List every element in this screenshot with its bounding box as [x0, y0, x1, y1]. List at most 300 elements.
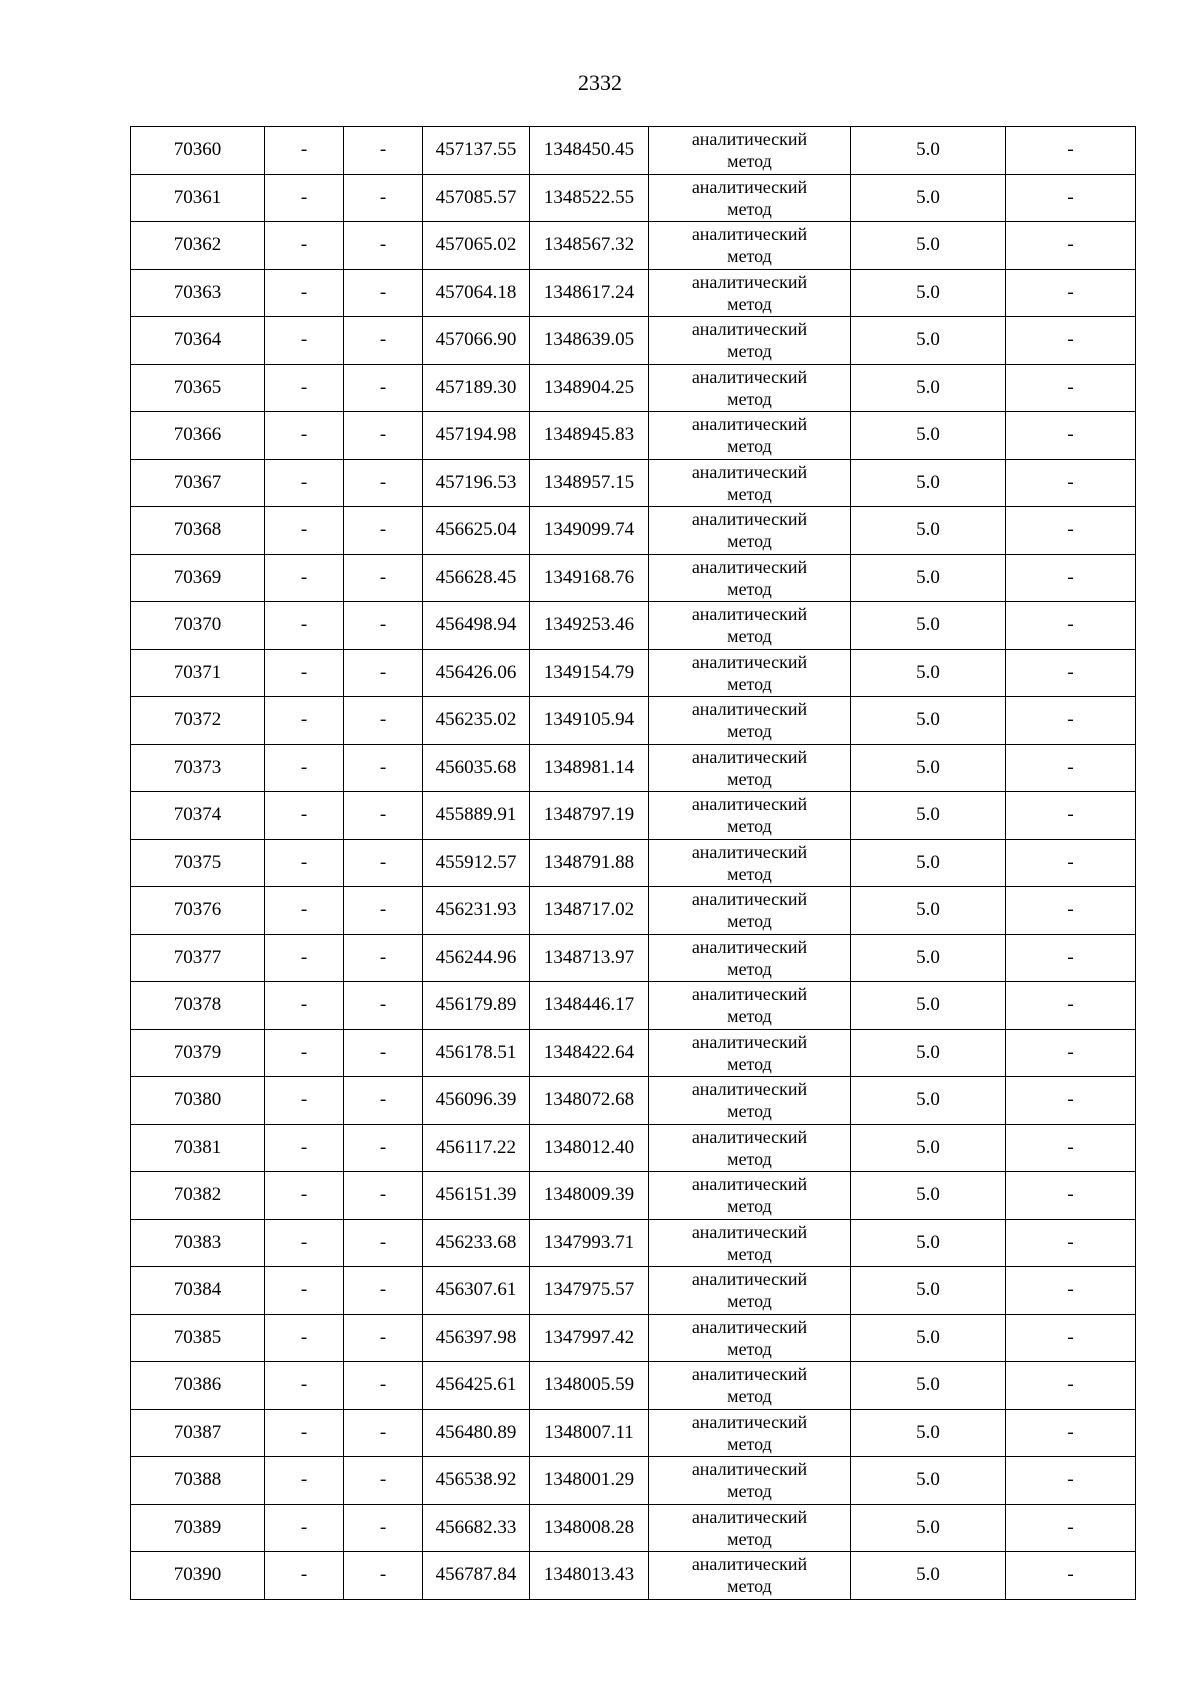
empty-column-2-cell: -: [265, 174, 344, 222]
method-line-2: метод: [727, 1291, 772, 1312]
method-line-1: аналитический: [691, 1554, 808, 1575]
y-coordinate-cell: 1348791.88: [530, 839, 649, 887]
y-coordinate-cell: 1348005.59: [530, 1362, 649, 1410]
point-number-cell: 70384: [131, 1267, 265, 1315]
table-row: [131, 1077, 1136, 1125]
method-cell: [649, 744, 851, 792]
method-cell: [649, 1029, 851, 1077]
accuracy-cell: 5.0: [851, 127, 1006, 175]
empty-column-3-cell: -: [344, 1172, 423, 1220]
method-cell: [649, 1172, 851, 1220]
table-row: [131, 839, 1136, 887]
accuracy-cell: 5.0: [851, 1219, 1006, 1267]
empty-column-2-cell: -: [265, 1409, 344, 1457]
method-line-1: аналитический: [691, 841, 808, 862]
method-cell: [649, 317, 851, 365]
y-coordinate-cell: 1347993.71: [530, 1219, 649, 1267]
x-coordinate-cell: 457066.90: [423, 317, 530, 365]
note-cell: -: [1006, 792, 1136, 840]
note-cell: -: [1006, 127, 1136, 175]
table-row: [131, 1172, 1136, 1220]
x-coordinate-cell: 456178.51: [423, 1029, 530, 1077]
point-number-cell: 70366: [131, 412, 265, 460]
empty-column-2-cell: -: [265, 1124, 344, 1172]
method-line-1: аналитический: [691, 1459, 808, 1480]
accuracy-cell: 5.0: [851, 744, 1006, 792]
table-row: [131, 792, 1136, 840]
empty-column-3-cell: -: [344, 649, 423, 697]
point-number-cell: 70378: [131, 982, 265, 1030]
point-number-cell: 70361: [131, 174, 265, 222]
y-coordinate-cell: 1348450.45: [530, 127, 649, 175]
method-line-1: аналитический: [691, 176, 808, 197]
accuracy-cell: 5.0: [851, 459, 1006, 507]
note-cell: -: [1006, 1552, 1136, 1600]
accuracy-cell: 5.0: [851, 507, 1006, 555]
method-cell: [649, 839, 851, 887]
accuracy-cell: 5.0: [851, 1314, 1006, 1362]
point-number-cell: 70377: [131, 934, 265, 982]
point-number-cell: 70370: [131, 602, 265, 650]
method-cell: [649, 602, 851, 650]
y-coordinate-cell: 1348617.24: [530, 269, 649, 317]
method-cell: [649, 412, 851, 460]
table-row: [131, 1124, 1136, 1172]
note-cell: -: [1006, 982, 1136, 1030]
empty-column-3-cell: -: [344, 1362, 423, 1410]
y-coordinate-cell: 1349099.74: [530, 507, 649, 555]
method-cell: [649, 982, 851, 1030]
empty-column-3-cell: -: [344, 174, 423, 222]
note-cell: -: [1006, 1267, 1136, 1315]
method-line-2: метод: [727, 388, 772, 409]
empty-column-2-cell: -: [265, 1172, 344, 1220]
accuracy-cell: 5.0: [851, 412, 1006, 460]
method-line-2: метод: [727, 436, 772, 457]
method-line-2: метод: [727, 1433, 772, 1454]
method-line-1: аналитический: [691, 271, 808, 292]
method-cell: [649, 697, 851, 745]
table-row: [131, 1552, 1136, 1600]
empty-column-2-cell: -: [265, 1552, 344, 1600]
empty-column-2-cell: -: [265, 222, 344, 270]
point-number-cell: 70363: [131, 269, 265, 317]
x-coordinate-cell: 456682.33: [423, 1504, 530, 1552]
note-cell: -: [1006, 649, 1136, 697]
note-cell: -: [1006, 839, 1136, 887]
method-line-1: аналитический: [691, 1031, 808, 1052]
empty-column-2-cell: -: [265, 317, 344, 365]
empty-column-2-cell: -: [265, 1504, 344, 1552]
note-cell: -: [1006, 1362, 1136, 1410]
y-coordinate-cell: 1348713.97: [530, 934, 649, 982]
method-line-2: метод: [727, 1528, 772, 1549]
accuracy-cell: 5.0: [851, 934, 1006, 982]
method-line-2: метод: [727, 1576, 772, 1597]
note-cell: -: [1006, 1314, 1136, 1362]
point-number-cell: 70369: [131, 554, 265, 602]
method-cell: [649, 269, 851, 317]
table-row: [131, 364, 1136, 412]
accuracy-cell: 5.0: [851, 317, 1006, 365]
y-coordinate-cell: 1347975.57: [530, 1267, 649, 1315]
point-number-cell: 70380: [131, 1077, 265, 1125]
empty-column-2-cell: -: [265, 982, 344, 1030]
empty-column-3-cell: -: [344, 1409, 423, 1457]
empty-column-3-cell: -: [344, 1219, 423, 1267]
method-line-1: аналитический: [691, 461, 808, 482]
note-cell: -: [1006, 744, 1136, 792]
method-line-2: метод: [727, 151, 772, 172]
method-line-2: метод: [727, 863, 772, 884]
method-line-2: метод: [727, 531, 772, 552]
table-row: [131, 1362, 1136, 1410]
table-row: [131, 982, 1136, 1030]
method-line-1: аналитический: [691, 984, 808, 1005]
x-coordinate-cell: 456096.39: [423, 1077, 530, 1125]
method-line-1: аналитический: [691, 1269, 808, 1290]
point-number-cell: 70379: [131, 1029, 265, 1077]
note-cell: -: [1006, 1172, 1136, 1220]
empty-column-2-cell: -: [265, 554, 344, 602]
method-cell: [649, 364, 851, 412]
method-line-2: метод: [727, 626, 772, 647]
table-row: [131, 1267, 1136, 1315]
y-coordinate-cell: 1348013.43: [530, 1552, 649, 1600]
y-coordinate-cell: 1348446.17: [530, 982, 649, 1030]
note-cell: -: [1006, 364, 1136, 412]
x-coordinate-cell: 457064.18: [423, 269, 530, 317]
point-number-cell: 70390: [131, 1552, 265, 1600]
x-coordinate-cell: 457189.30: [423, 364, 530, 412]
method-line-2: метод: [727, 1148, 772, 1169]
empty-column-3-cell: -: [344, 887, 423, 935]
x-coordinate-cell: 456151.39: [423, 1172, 530, 1220]
empty-column-3-cell: -: [344, 839, 423, 887]
point-number-cell: 70386: [131, 1362, 265, 1410]
table-row: [131, 697, 1136, 745]
table-row: [131, 1504, 1136, 1552]
table-row: [131, 127, 1136, 175]
method-line-1: аналитический: [691, 414, 808, 435]
x-coordinate-cell: 456117.22: [423, 1124, 530, 1172]
note-cell: -: [1006, 1409, 1136, 1457]
accuracy-cell: 5.0: [851, 1552, 1006, 1600]
method-line-1: аналитический: [691, 556, 808, 577]
empty-column-3-cell: -: [344, 744, 423, 792]
empty-column-2-cell: -: [265, 1314, 344, 1362]
x-coordinate-cell: 457065.02: [423, 222, 530, 270]
empty-column-2-cell: -: [265, 649, 344, 697]
method-line-2: метод: [727, 673, 772, 694]
y-coordinate-cell: 1348522.55: [530, 174, 649, 222]
x-coordinate-cell: 455889.91: [423, 792, 530, 840]
method-cell: [649, 1457, 851, 1505]
table-row: [131, 744, 1136, 792]
method-line-2: метод: [727, 1101, 772, 1122]
note-cell: -: [1006, 174, 1136, 222]
empty-column-3-cell: -: [344, 792, 423, 840]
empty-column-3-cell: -: [344, 317, 423, 365]
method-line-1: аналитический: [691, 794, 808, 815]
method-cell: [649, 459, 851, 507]
empty-column-2-cell: -: [265, 887, 344, 935]
empty-column-2-cell: -: [265, 507, 344, 555]
table-row: [131, 1219, 1136, 1267]
empty-column-3-cell: -: [344, 1077, 423, 1125]
empty-column-3-cell: -: [344, 1314, 423, 1362]
table-row: [131, 887, 1136, 935]
empty-column-3-cell: -: [344, 507, 423, 555]
y-coordinate-cell: 1348422.64: [530, 1029, 649, 1077]
y-coordinate-cell: 1348007.11: [530, 1409, 649, 1457]
x-coordinate-cell: 455912.57: [423, 839, 530, 887]
table-row: [131, 412, 1136, 460]
x-coordinate-cell: 457194.98: [423, 412, 530, 460]
method-line-1: аналитический: [691, 746, 808, 767]
x-coordinate-cell: 456625.04: [423, 507, 530, 555]
point-number-cell: 70383: [131, 1219, 265, 1267]
x-coordinate-cell: 456231.93: [423, 887, 530, 935]
y-coordinate-cell: 1348717.02: [530, 887, 649, 935]
empty-column-3-cell: -: [344, 222, 423, 270]
y-coordinate-cell: 1349154.79: [530, 649, 649, 697]
accuracy-cell: 5.0: [851, 554, 1006, 602]
y-coordinate-cell: 1348639.05: [530, 317, 649, 365]
accuracy-cell: 5.0: [851, 269, 1006, 317]
accuracy-cell: 5.0: [851, 602, 1006, 650]
empty-column-3-cell: -: [344, 1552, 423, 1600]
method-cell: [649, 1267, 851, 1315]
point-number-cell: 70364: [131, 317, 265, 365]
method-cell: [649, 127, 851, 175]
method-cell: [649, 1077, 851, 1125]
point-number-cell: 70376: [131, 887, 265, 935]
method-line-2: метод: [727, 1243, 772, 1264]
table-row: [131, 1409, 1136, 1457]
empty-column-2-cell: -: [265, 744, 344, 792]
table-row: [131, 222, 1136, 270]
x-coordinate-cell: 456233.68: [423, 1219, 530, 1267]
method-line-1: аналитический: [691, 1411, 808, 1432]
y-coordinate-cell: 1348008.28: [530, 1504, 649, 1552]
point-number-cell: 70374: [131, 792, 265, 840]
point-number-cell: 70381: [131, 1124, 265, 1172]
table-row: [131, 554, 1136, 602]
y-coordinate-cell: 1348957.15: [530, 459, 649, 507]
note-cell: -: [1006, 887, 1136, 935]
method-cell: [649, 1362, 851, 1410]
method-line-2: метод: [727, 1386, 772, 1407]
empty-column-2-cell: -: [265, 459, 344, 507]
note-cell: -: [1006, 269, 1136, 317]
table-row: [131, 507, 1136, 555]
point-number-cell: 70387: [131, 1409, 265, 1457]
empty-column-2-cell: -: [265, 839, 344, 887]
x-coordinate-cell: 456538.92: [423, 1457, 530, 1505]
method-line-1: аналитический: [691, 366, 808, 387]
y-coordinate-cell: 1348567.32: [530, 222, 649, 270]
y-coordinate-cell: 1347997.42: [530, 1314, 649, 1362]
point-number-cell: 70388: [131, 1457, 265, 1505]
note-cell: -: [1006, 459, 1136, 507]
method-line-1: аналитический: [691, 889, 808, 910]
method-line-1: аналитический: [691, 129, 808, 150]
method-line-1: аналитический: [691, 224, 808, 245]
method-line-1: аналитический: [691, 604, 808, 625]
method-cell: [649, 174, 851, 222]
accuracy-cell: 5.0: [851, 1457, 1006, 1505]
method-line-2: метод: [727, 1053, 772, 1074]
point-number-cell: 70389: [131, 1504, 265, 1552]
note-cell: -: [1006, 602, 1136, 650]
x-coordinate-cell: 456498.94: [423, 602, 530, 650]
point-number-cell: 70360: [131, 127, 265, 175]
empty-column-3-cell: -: [344, 1457, 423, 1505]
accuracy-cell: 5.0: [851, 792, 1006, 840]
method-line-2: метод: [727, 483, 772, 504]
method-cell: [649, 507, 851, 555]
empty-column-3-cell: -: [344, 364, 423, 412]
accuracy-cell: 5.0: [851, 1029, 1006, 1077]
accuracy-cell: 5.0: [851, 1409, 1006, 1457]
x-coordinate-cell: 456244.96: [423, 934, 530, 982]
note-cell: -: [1006, 1457, 1136, 1505]
method-line-2: метод: [727, 721, 772, 742]
method-line-2: метод: [727, 1338, 772, 1359]
method-line-2: метод: [727, 341, 772, 362]
x-coordinate-cell: 456425.61: [423, 1362, 530, 1410]
empty-column-3-cell: -: [344, 127, 423, 175]
empty-column-2-cell: -: [265, 602, 344, 650]
note-cell: -: [1006, 554, 1136, 602]
x-coordinate-cell: 456307.61: [423, 1267, 530, 1315]
method-cell: [649, 1219, 851, 1267]
accuracy-cell: 5.0: [851, 222, 1006, 270]
y-coordinate-cell: 1349168.76: [530, 554, 649, 602]
note-cell: -: [1006, 1504, 1136, 1552]
accuracy-cell: 5.0: [851, 364, 1006, 412]
x-coordinate-cell: 457196.53: [423, 459, 530, 507]
accuracy-cell: 5.0: [851, 887, 1006, 935]
method-line-2: метод: [727, 198, 772, 219]
accuracy-cell: 5.0: [851, 1124, 1006, 1172]
method-line-2: метод: [727, 1196, 772, 1217]
accuracy-cell: 5.0: [851, 839, 1006, 887]
accuracy-cell: 5.0: [851, 1504, 1006, 1552]
accuracy-cell: 5.0: [851, 982, 1006, 1030]
note-cell: -: [1006, 697, 1136, 745]
empty-column-2-cell: -: [265, 697, 344, 745]
coordinates-table: [130, 126, 1136, 1600]
table-row: [131, 174, 1136, 222]
x-coordinate-cell: 457137.55: [423, 127, 530, 175]
point-number-cell: 70368: [131, 507, 265, 555]
empty-column-2-cell: -: [265, 269, 344, 317]
y-coordinate-cell: 1348945.83: [530, 412, 649, 460]
method-cell: [649, 222, 851, 270]
method-line-2: метод: [727, 1481, 772, 1502]
empty-column-2-cell: -: [265, 1077, 344, 1125]
empty-column-3-cell: -: [344, 459, 423, 507]
method-line-1: аналитический: [691, 1174, 808, 1195]
method-line-1: аналитический: [691, 1221, 808, 1242]
empty-column-3-cell: -: [344, 602, 423, 650]
method-cell: [649, 554, 851, 602]
empty-column-2-cell: -: [265, 1457, 344, 1505]
x-coordinate-cell: 456628.45: [423, 554, 530, 602]
table-row: [131, 602, 1136, 650]
x-coordinate-cell: 456235.02: [423, 697, 530, 745]
method-line-2: метод: [727, 246, 772, 267]
x-coordinate-cell: 456397.98: [423, 1314, 530, 1362]
method-cell: [649, 649, 851, 697]
y-coordinate-cell: 1348072.68: [530, 1077, 649, 1125]
empty-column-3-cell: -: [344, 982, 423, 1030]
accuracy-cell: 5.0: [851, 1077, 1006, 1125]
table-row: [131, 1457, 1136, 1505]
method-line-1: аналитический: [691, 699, 808, 720]
empty-column-2-cell: -: [265, 934, 344, 982]
x-coordinate-cell: 456035.68: [423, 744, 530, 792]
empty-column-2-cell: -: [265, 412, 344, 460]
method-line-1: аналитический: [691, 509, 808, 530]
x-coordinate-cell: 456480.89: [423, 1409, 530, 1457]
empty-column-3-cell: -: [344, 1504, 423, 1552]
x-coordinate-cell: 456787.84: [423, 1552, 530, 1600]
empty-column-2-cell: -: [265, 1267, 344, 1315]
note-cell: -: [1006, 222, 1136, 270]
method-line-2: метод: [727, 911, 772, 932]
method-cell: [649, 934, 851, 982]
table-row: [131, 317, 1136, 365]
method-line-1: аналитический: [691, 1079, 808, 1100]
method-line-1: аналитический: [691, 1316, 808, 1337]
method-line-1: аналитический: [691, 1506, 808, 1527]
point-number-cell: 70365: [131, 364, 265, 412]
empty-column-2-cell: -: [265, 364, 344, 412]
note-cell: -: [1006, 1029, 1136, 1077]
empty-column-3-cell: -: [344, 1029, 423, 1077]
note-cell: -: [1006, 412, 1136, 460]
method-line-1: аналитический: [691, 651, 808, 672]
y-coordinate-cell: 1348001.29: [530, 1457, 649, 1505]
method-line-2: метод: [727, 768, 772, 789]
empty-column-3-cell: -: [344, 934, 423, 982]
point-number-cell: 70373: [131, 744, 265, 792]
note-cell: -: [1006, 1219, 1136, 1267]
page-number: 2332: [578, 70, 622, 95]
empty-column-3-cell: -: [344, 697, 423, 745]
note-cell: -: [1006, 934, 1136, 982]
y-coordinate-cell: 1349253.46: [530, 602, 649, 650]
table-row: [131, 934, 1136, 982]
point-number-cell: 70372: [131, 697, 265, 745]
table-body: [131, 127, 1136, 1600]
empty-column-2-cell: -: [265, 1362, 344, 1410]
y-coordinate-cell: 1348904.25: [530, 364, 649, 412]
x-coordinate-cell: 456426.06: [423, 649, 530, 697]
table-row: [131, 269, 1136, 317]
accuracy-cell: 5.0: [851, 1362, 1006, 1410]
method-line-1: аналитический: [691, 1126, 808, 1147]
method-line-2: метод: [727, 1006, 772, 1027]
empty-column-3-cell: -: [344, 554, 423, 602]
point-number-cell: 70362: [131, 222, 265, 270]
empty-column-3-cell: -: [344, 269, 423, 317]
point-number-cell: 70367: [131, 459, 265, 507]
method-cell: [649, 1552, 851, 1600]
